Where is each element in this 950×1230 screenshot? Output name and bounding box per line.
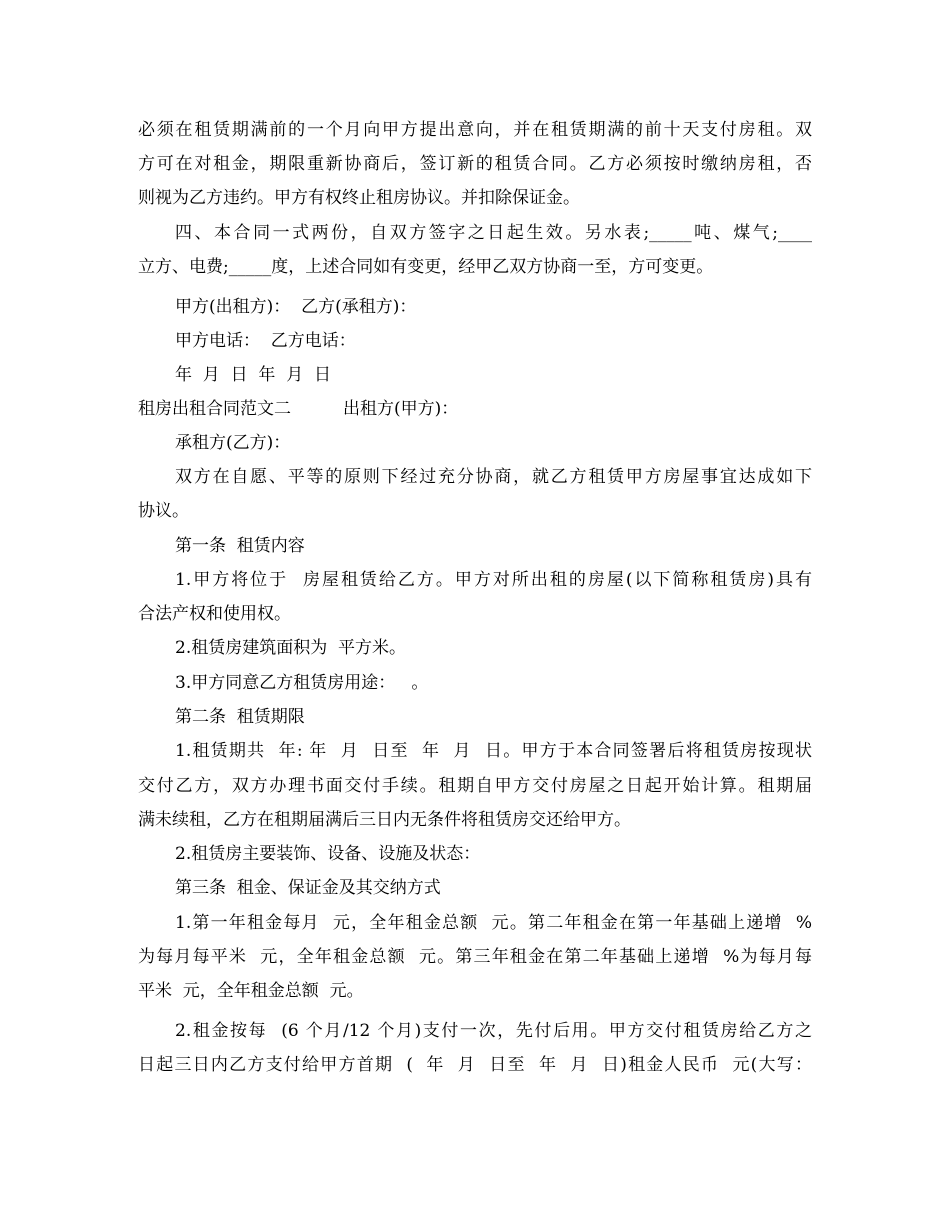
phone-line: 甲方电话： 乙方电话：: [175, 331, 356, 351]
paragraph-line: 合法产权和使用权。: [138, 604, 291, 624]
article-heading: 第三条 租金、保证金及其交纳方式: [175, 878, 441, 898]
paragraph-line: 双方在自愿、平等的原则下经过充分协商，就乙方租赁甲方房屋事宜达成如下: [175, 467, 812, 487]
paragraph-line: 交付乙方，双方办理书面交付手续。租期自甲方交付房屋之日起开始计算。租期届: [138, 776, 812, 796]
paragraph-line: 四、本合同一式两份，自双方签字之日起生效。另水表;_____吨、煤气;____: [175, 223, 812, 243]
paragraph-line: 协议。: [138, 501, 189, 521]
paragraph-line: 2.租赁房主要装饰、设备、设施及状态：: [175, 844, 481, 864]
paragraph-line: 平米 元，全年租金总额 元。: [138, 981, 364, 1001]
paragraph-line: 1.甲方将位于 房屋租赁给乙方。甲方对所出租的房屋(以下简称租赁房)具有: [175, 570, 812, 590]
lessor-label: 出租方(甲方)：: [343, 399, 459, 419]
date-line: 年 月 日 年 月 日: [175, 365, 332, 385]
paragraph-line: 立方、电费;_____度，上述合同如有变更，经甲乙双方协商一至，方可变更。: [138, 257, 714, 277]
paragraph-line: 则视为乙方违约。甲方有权终止租房协议。并扣除保证金。: [138, 188, 580, 208]
article-heading: 第一条 租赁内容: [175, 536, 305, 556]
paragraph-line: 2.租赁房建筑面积为 平方米。: [175, 638, 407, 658]
paragraph-line: 2.租金按每 (6 个月/12 个月)支付一次，先付后用。甲方交付租赁房给乙方之: [175, 1021, 812, 1041]
paragraph-line: 满未续租，乙方在租期届满后三日内无条件将租赁房交还给甲方。: [138, 810, 631, 830]
paragraph-line: 3.甲方同意乙方租赁房用途： 。: [175, 673, 429, 693]
paragraph-line: 方可在对租金，期限重新协商后，签订新的租赁合同。乙方必须按时缴纳房租，否: [138, 154, 812, 174]
paragraph-line: 为每月每平米 元，全年租金总额 元。第三年租金在第二年基础上递增 %为每月每: [138, 947, 812, 967]
lessee-label: 承租方(乙方)：: [175, 433, 291, 453]
paragraph-line: 必须在租赁期满前的一个月向甲方提出意向，并在租赁期满的前十天支付房租。双: [138, 120, 812, 140]
paragraph-line: 日起三日内乙方支付给甲方首期 ( 年 月 日至 年 月 日)租金人民币 元(大写：: [138, 1055, 812, 1075]
paragraph-line: 1.第一年租金每月 元，全年租金总额 元。第二年租金在第一年基础上递增 %: [175, 913, 812, 933]
signature-parties-line: 甲方(出租方)： 乙方(承租方)：: [175, 297, 417, 317]
section-title: 租房出租合同范文二: [138, 399, 291, 419]
article-heading: 第二条 租赁期限: [175, 707, 305, 727]
paragraph-line: 1.租赁期共 年: 年 月 日至 年 月 日。甲方于本合同签署后将租赁房按现状: [175, 741, 812, 761]
